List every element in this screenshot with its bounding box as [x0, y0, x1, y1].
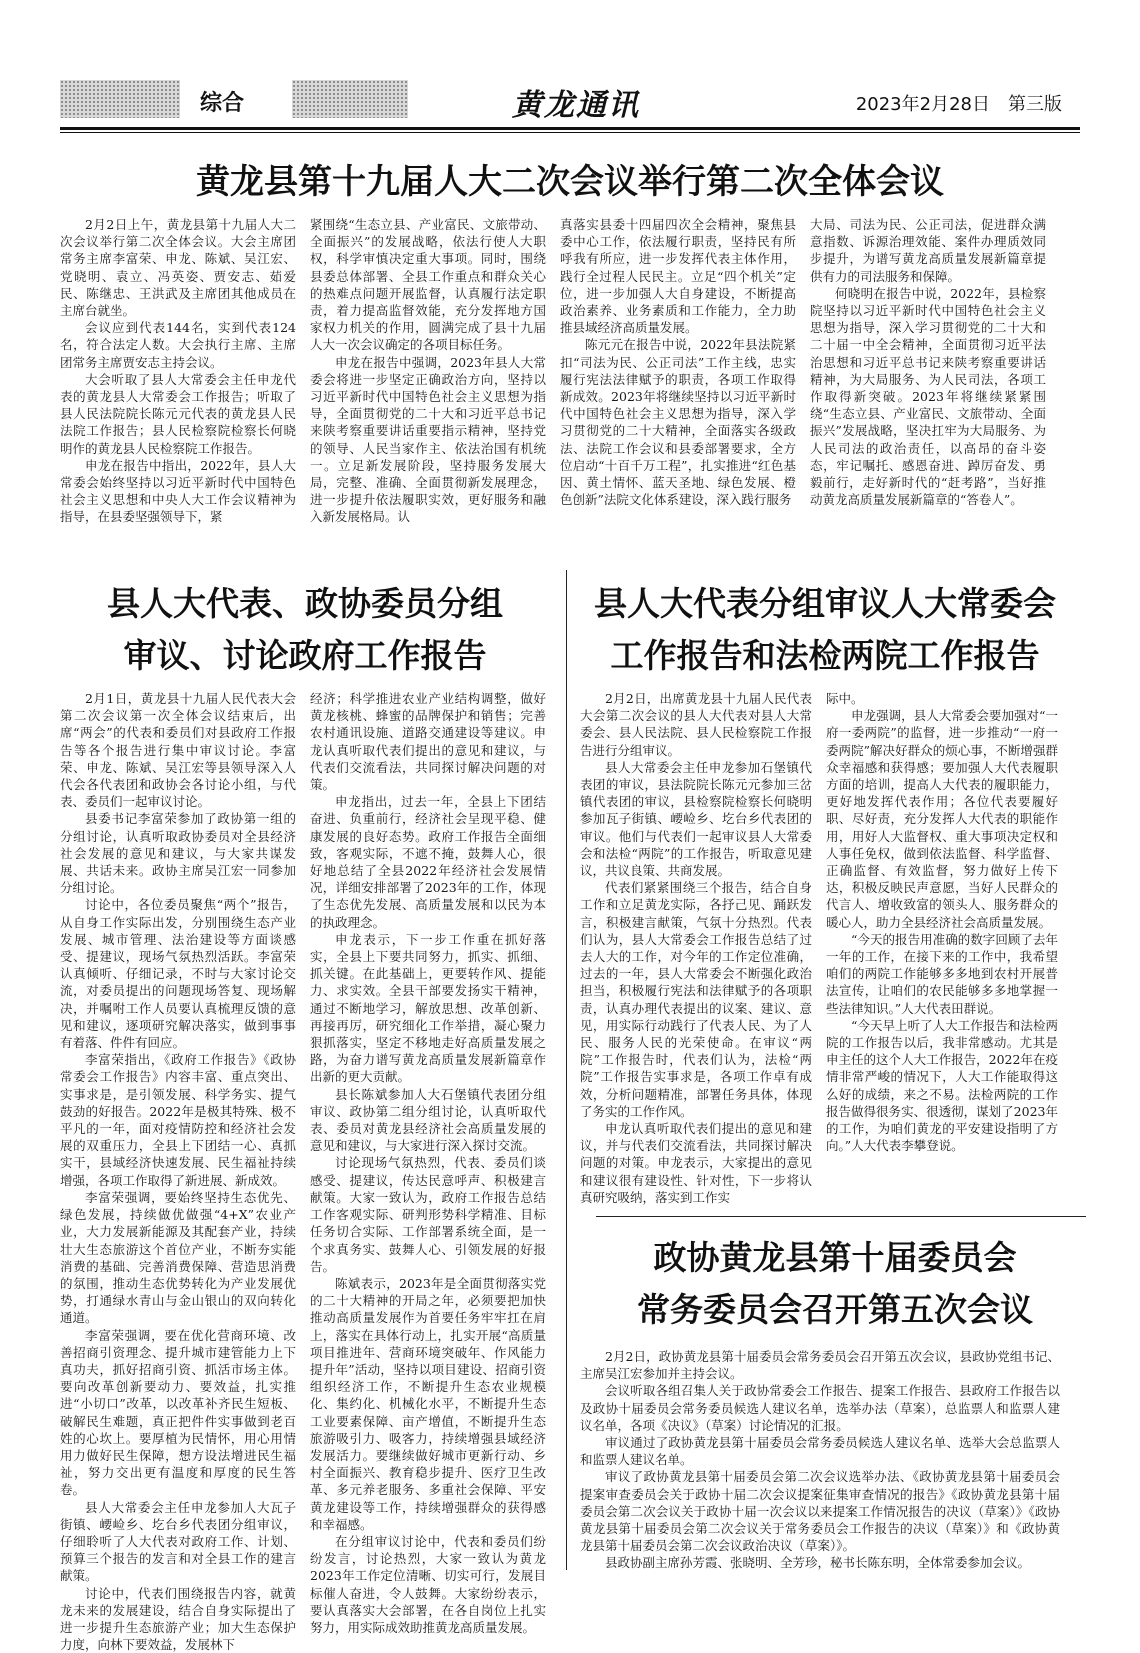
paragraph: 县人大常委会主任申龙参加人大瓦子街镇、崾崄乡、圪台乡代表团分组审议，仔细聆听了人大代表对政府工作、计划、预算三个报告的发言和对全县工作的建言献策。	[60, 1499, 296, 1584]
paragraph: 申龙在报告中指出，2022年，县人大常委会始终坚持以习近平新时代中国特色社会主义思想和中央人大工作会议精神为指导，在县委坚强领导下，紧	[60, 457, 296, 525]
decorative-pattern	[60, 80, 180, 118]
paragraph: 县政协副主席孙芳霞、张晓明、全芳珍，秘书长陈东明，全体常委参加会议。	[605, 1555, 1031, 1571]
paragraph: 审议了政协黄龙县第十届委员会第二次会议选举办法、《政协黄龙县第十届委员会提案审查委员会关于政协十届二次会议提案征集审查情况的报告》《政协黄龙县第十届委员会第二次会议关于政协十届一次会议以来提案工作情况报告的决议（草案）》《政协黄龙县第十届委员会第二次会议关于常务委员会工作报告的决议（草案）》和《政协黄龙县第十届委员会第二次会议政治决议（草案）》。	[580, 1469, 1060, 1554]
paragraph: 县人大常委会主任申龙参加石堡镇代表团的审议，县法院院长陈元元参加三岔镇代表团的审议，县检察院检察长何晓明参加瓦子街镇、崾崄乡、圪台乡代表团的审议。他们与代表们一起审议县人大常委会和法检“两院”的工作报告，听取意见建议，共议良策、共商发展。	[580, 759, 812, 879]
paragraph: 县长陈斌参加人大石堡镇代表团分组审议、政协第二组分组讨论，认真听取代表、委员对黄龙县经济社会高质量发展的意见和建议，与大家进行深入探讨交流。	[310, 1086, 546, 1154]
paragraph: 李富荣指出，《政府工作报告》《政协常委会工作报告》内容丰富、重点突出、实事求是，是引领发展、科学务实、提气鼓劲的好报告。2022年是极其特殊、极不平凡的一年，面对疫情防控和经济社会发展的双重压力，全县上下团结一心、真抓实干，县域经济快速发展、民生福祉持续增强，各项工作取得了新进展、新成效。	[60, 1052, 296, 1188]
paragraph: 2月2日，出席黄龙县十九届人民代表大会第二次会议的县人大代表对县人大常委会、县人民法院、县人民检察院工作报告进行分组审议。	[580, 691, 812, 758]
masthead	[60, 70, 1080, 126]
article-column	[580, 1348, 1060, 1584]
headline-line: 县人大代表、政协委员分组	[107, 584, 503, 623]
paragraph: 申龙在报告中强调，2023年县人大常委会将进一步坚定正确政治方向，坚持以习近平新时代中国特色社会主义思想为指导，全面贯彻党的二十大和习近平总书记来陕考察重要讲话重要指示精神，坚持党的领导、人民当家作主、依法治国有机统一。立足新发展阶段，坚持服务发展大局，完整、准确、全面贯彻新发展理念，进一步提升依法履职实效，更好服务和融入新发展格局。认	[310, 354, 546, 525]
date-edition: 2023年2月28日 第三版	[855, 94, 1062, 115]
paragraph: 何晓明在报告中说，2022年，县检察院坚持以习近平新时代中国特色社会主义思想为指导，深入学习贯彻党的二十大和二十届一中全会精神，全面贯彻习近平法治思想和习近平总书记来陕考察重要讲话精神，为大局服务、为人民司法，各项工作取得新突破。2023年将继续紧紧围绕“生态立县、产业富民、文旅带动、全面振兴”发展战略，坚决扛牢为大局服务、为人民司法的政治责任，以高昂的奋斗姿态，牢记嘱托、感恩奋进、踔厉奋发、勇毅前行，走好新时代的“赶考路”，当好推动黄龙高质量发展新篇章的“答卷人”。	[810, 285, 1046, 508]
article-headline	[580, 578, 1070, 682]
paragraph: 李富荣强调，要始终坚持生态优先、绿色发展，持续做优做强“4+X”农业产业，大力发展新能源及其配套产业，持续壮大生态旅游这个首位产业，不断夯实能消费的基础、完善消费保障、营造思消费的氛围，推动生态优势转化为产业发展优势，打通绿水青山与金山银山的双向转化通道。	[60, 1189, 296, 1326]
paragraph: 县委书记李富荣参加了政协第一组的分组讨论，认真听取政协委员对全县经济社会发展的意见和建议，与大家共谋发展、共话未来。政协主席吴江宏一同参加分组讨论。	[60, 811, 296, 896]
article-headline	[590, 1232, 1080, 1336]
article-column	[826, 690, 1058, 1190]
paragraph: 申龙表示，下一步工作重在抓好落实，全县上下要共同努力，抓实、抓细、抓关键。在此基础上，更要转作风、提能力、求实效。全县干部要发扬实干精神，通过不断地学习，解放思想、改革创新、再接再厉，研究细化工作举措，凝心聚力狠抓落实，坚定不移地走好高质量发展之路，为奋力谱写黄龙高质量发展新篇章作出新的更大贡献。	[310, 931, 546, 1085]
paragraph: 真落实县委十四届四次全会精神，聚焦县委中心工作，依法履行职责，坚持民有所呼我有所应，进一步发挥代表主体作用，践行全过程人民民主。立足“四个机关”定位，进一步加强人大自身建设，不断提高政治素养、业务素质和工作能力，全力助推县域经济高质量发展。	[560, 217, 796, 336]
article-column	[60, 690, 296, 1653]
paragraph: 2月1日，黄龙县十九届人民代表大会第二次会议第一次全体会议结束后，出席“两会”的代表和委员们对县政府工作报告等各个报告进行集中审议讨论。李富荣、申龙、陈斌、吴江宏等县领导深入人代会各代表团和政协会各讨论小组，与代表、委员们一起审议讨论。	[60, 691, 296, 810]
headline-line: 工作报告和法检两院工作报告	[610, 636, 1040, 675]
paragraph: 申龙认真听取代表们提出的意见和建议，并与代表们交流看法，共同探讨解决问题的对策。申龙表示，大家提出的意见和建议很有建设性、针对性，下一步将认真研究吸纳，落实到工作实	[580, 1121, 812, 1205]
paragraph: 讨论中，各位委员聚焦“两个”报告，从自身工作实际出发，分别围绕生态产业发展、城市管理、法治建设等方面谈感受、提建议，现场气氛热烈活跃。李富荣认真倾听、仔细记录，不时与大家讨论交流，对委员提出的问题现场答复、现场解决，并嘱咐工作人员要认真梳理反馈的意见和建议，逐项研究解决落实，做到事事有着落、件件有回应。	[60, 897, 296, 1051]
article-headline	[60, 578, 550, 682]
paragraph: 经济；科学推进农业产业结构调整，做好黄龙核桃、蜂蜜的品牌保护和销售；完善农村通讯设施、道路交通建设等建议。申龙认真听取代表们提出的意见和建议，与代表们交流看法，共同探讨解决问题的对策。	[310, 691, 546, 793]
paragraph: “今天的报告用准确的数字回顾了去年一年的工作，在接下来的工作中，我希望咱们的两院工作能够多多地到农村开展普法宣传，让咱们的农民能够多多地掌握一些法律知识。”人大代表田群说。	[826, 931, 1058, 1016]
paragraph: 会议听取各组召集人关于政协常委会工作报告、提案工作报告、县政府工作报告以及政协十届委员会常务委员候选人建议名单，选举办法（草案），总监票人和监票人建议名单，各项《决议》（草案）讨论情况的汇报。	[580, 1383, 1060, 1433]
newspaper-name: 黄龙通讯	[512, 88, 640, 123]
paragraph: 李富荣强调，要在优化营商环境、改善招商引资理念、提升城市建管能力上下真功夫，抓好招商引资、抓活市场主体。要向改革创新要动力、要效益，扎实推进“小切口”改革，以改革补齐民生短板、破解民生难题，真正把件件实事做到老百姓的心坎上。要厚植为民情怀，用心用情用力做好民生保障，想方设法增进民生福祉，努力交出更有温度和厚度的民生答卷。	[60, 1327, 296, 1498]
paragraph: 紧围绕“生态立县、产业富民、文旅带动、全面振兴”的发展战略，依法行使人大职权，科学审慎决定重大事项。同时，围绕县委总体部署、全县工作重点和群众关心的热难点问题开展监督，认真履行法定职责，着力提高监督效能，充分发挥地方国家权力机关的作用，圆满完成了县十九届人大一次会议确定的各项目标任务。	[310, 217, 546, 353]
masthead-rule	[60, 127, 1080, 130]
section-name: 综合	[200, 91, 245, 116]
article-column	[310, 690, 546, 1635]
decorative-pattern	[292, 80, 408, 118]
masthead-rule-thin	[60, 132, 1080, 133]
headline-line: 常务委员会召开第五次会议	[637, 1290, 1033, 1329]
paragraph: 讨论中，代表们围绕报告内容，就黄龙未来的发展建设，结合自身实际提出了进一步提升生态旅游产业；加大生态保护力度，向林下要效益，发展林下	[60, 1585, 296, 1653]
paragraph: 际中。	[826, 691, 864, 706]
paragraph: 在分组审议讨论中，代表和委员们纷纷发言，讨论热烈，大家一致认为黄龙2023年工作定位清晰、切实可行，发展目标催人奋进，令人鼓舞。大家纷纷表示，要认真落实大会部署，在各自岗位上扎实努力，用实际成效助推黄龙高质量发展。	[310, 1533, 546, 1635]
article-column	[810, 216, 1046, 516]
paragraph: “今天早上听了人大工作报告和法检两院的工作报告以后，我非常感动。尤其是申主任的这个人大工作报告，2022年在疫情非常严峻的情况下，人大工作能取得这么好的成绩，来之不易。法检两院的工作报告做得很务实、很透彻，谋划了2023年的工作，为咱们黄龙的平安建设指明了方向。”人大代表李攀登说。	[826, 1017, 1058, 1154]
article-column	[60, 216, 296, 525]
headline-line: 县人大代表分组审议人大常委会	[594, 584, 1056, 623]
section-divider	[596, 1216, 1086, 1217]
article-column	[560, 216, 796, 516]
paragraph: 审议通过了政协黄龙县第十届委员会常务委员候选人建议名单、选举大会总监票人和监票人建议名单。	[580, 1435, 1060, 1468]
headline-line: 政协黄龙县第十届委员会	[653, 1238, 1017, 1277]
article-headline: 黄龙县第十九届人大二次会议举行第二次全体会议	[196, 162, 944, 202]
paragraph: 陈斌表示，2023年是全面贯彻落实党的二十大精神的开局之年，必须要把加快推动高质量发展作为首要任务牢牢扛在肩上，落实在具体行动上，扎实开展“高质量项目推进年、营商环境突破年、作风能力提升年”活动，坚持以项目建设、招商引资组织经济工作，不断提升生态农业规模化、集约化、机械化水平，不断提升生态工业要素保障、亩产增值，不断提升生态旅游吸引力、吸客力，持续增强县域经济发展活力。要继续做好城市更新行动、乡村全面振兴、教育稳步提升、医疗卫生改革、多元养老服务、多重社会保障、平安黄龙建设等工作，持续增强群众的获得感和幸福感。	[310, 1275, 546, 1532]
paragraph: 申龙指出，过去一年，全县上下团结奋进、负重前行，经济社会呈现平稳、健康发展的良好态势。政府工作报告全面细致，客观实际，不遮不掩，鼓舞人心，很好地总结了全县2022年经济社会发展情况，详细安排部署了2023年的工作，体现了生态优先发展、高质量发展和以民为本的执政理念。	[310, 794, 546, 930]
paragraph: 2月2日，政协黄龙县第十届委员会常务委员会召开第五次会议，县政协党组书记、主席吴江宏参加并主持会议。	[580, 1349, 1060, 1382]
paragraph: 大局、司法为民、公正司法，促进群众满意指数、诉源治理效能、案件办理质效同步提升，为谱写黄龙高质量发展新篇章提供有力的司法服务和保障。	[810, 217, 1046, 284]
column-divider	[566, 570, 567, 1570]
headline-line: 审议、讨论政府工作报告	[123, 636, 487, 675]
article-column	[310, 216, 546, 525]
paragraph: 2月2日上午，黄龙县第十九届人大二次会议举行第二次全体会议。大会主席团常务主席李富荣、申龙、陈斌、吴江宏、党晓明、袁立、冯英姿、贾安志、茹爱民、陈继忠、王洪武及主席团其他成员在主席台就坐。	[60, 217, 296, 319]
paragraph: 代表们紧紧围绕三个报告，结合自身工作和立足黄龙实际，各抒己见、踊跃发言，积极建言献策，气氛十分热烈。代表们认为，县人大常委会工作报告总结了过去人大的工作，对今年的工作定位准确，过去的一年，县人大常委会不断强化政治担当，积极履行宪法和法律赋予的各项职责，认真办理代表提出的议案、建议、意见，用实际行动践行了代表人民、为了人民、服务人民的光荣使命。在审议“两院”工作报告时，代表们认为，法检“两院”工作报告实事求是，各项工作卓有成效，分析问题精准，部署任务具体，体现了务实的工作作风。	[580, 880, 812, 1119]
paragraph: 会议应到代表144名，实到代表124名，符合法定人数。大会执行主席、主席团常务主席贾安志主持会议。	[60, 320, 296, 370]
paragraph: 陈元元在报告中说，2022年县法院紧扣“司法为民、公正司法”工作主线，忠实履行宪法法律赋予的职责，各项工作取得新成效。2023年将继续坚持以习近平新时代中国特色社会主义思想为指导，深入学习贯彻党的二十大精神，全面落实各级政法、法院工作会议和县委部署要求，全方位启动“十百千万工程”，扎实推进“红色基因、黄土情怀、蓝天圣地、绿色发展、橙色创新”法院文化体系建设，深入践行服务	[560, 337, 796, 508]
article-column	[580, 690, 812, 1205]
paragraph: 讨论现场气氛热烈，代表、委员们谈感受、提建议，传达民意呼声、积极建言献策。大家一致认为，政府工作报告总结工作客观实际、研判形势科学精准、目标任务切合实际、工作部署系统全面，是一个求真务实、鼓舞人心、引领发展的好报告。	[310, 1155, 546, 1274]
paragraph: 大会听取了县人大常委会主任申龙代表的黄龙县人大常委会工作报告；听取了县人民法院院长陈元元代表的黄龙县人民法院工作报告；县人民检察院检察长何晓明作的黄龙县人民检察院工作报告。	[60, 371, 296, 456]
paragraph: 申龙强调，县人大常委会要加强对“一府一委两院”的监督，进一步推动“一府一委两院”解决好群众的烦心事，不断增强群众幸福感和获得感；要加强人大代表履职方面的培训，提高人大代表的履职能力，更好地发挥代表作用；各位代表要履好职、尽好责，充分发挥人大代表的职能作用，用好人大监督权、重大事项决定权和人事任免权，做到依法监督、科学监督、正确监督、有效监督，努力做好上传下达，积极反映民声意愿，当好人民群众的代言人、增收致富的领头人、服务群众的暖心人，助力全县经济社会高质量发展。	[826, 708, 1058, 930]
